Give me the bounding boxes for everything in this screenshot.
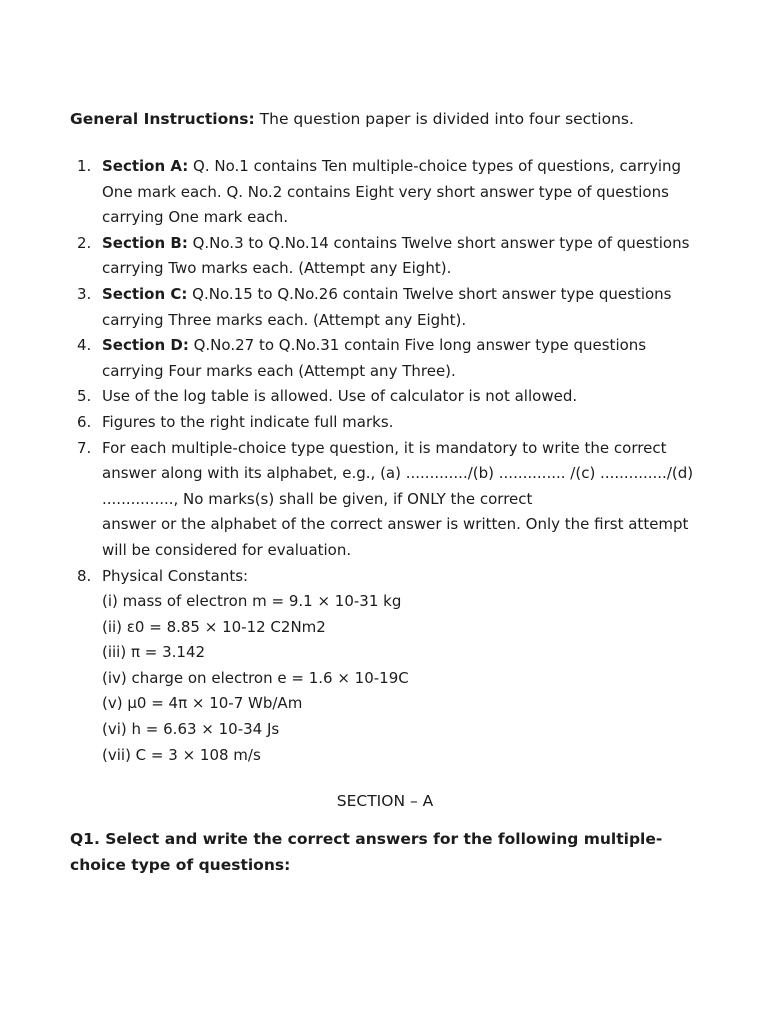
instruction-number: 8. [77,566,92,585]
instruction-number: 3. [77,284,92,303]
general-instructions-text: The question paper is divided into four sections. [254,110,634,128]
instruction-item-5 [70,384,710,410]
instruction-text: For each multiple-choice type question, it is mandatory to write the correct answer along with its alphabet, e.g., (a) ............./(b) .............. /(c) ............../(d) [102,438,694,483]
constant-planck: (vi) h = 6.63 × 10-34 Js [102,720,280,739]
instruction-item-4 [70,333,710,384]
instruction-text: Figures to the right indicate full marks. [102,412,394,431]
physical-constants-heading: Physical Constants: [102,566,249,585]
instruction-number: 2. [77,233,92,252]
instruction-number: 1. [77,157,92,175]
constant-speed-light: (vii) C = 3 × 108 m/s [102,745,261,764]
instruction-number: 7. [77,438,92,457]
instruction-text: Q.No.27 to Q.No.31 contain Five long answer type questions carrying Four marks each (Attempt any Three). [102,336,647,380]
instruction-text-line3: answer or the alphabet of the correct answer is written. Only the first attempt will be considered for evaluation. [102,515,689,559]
instruction-item-2 [70,231,710,282]
question-1: Q1. Select and write the correct answers for the following multiple-choice type of questions: [70,830,663,875]
instruction-number: 6. [77,412,92,431]
section-d-heading: Section D: [102,336,189,355]
instruction-text: Use of the log table is allowed. Use of calculator is not allowed. [102,387,578,406]
section-b-heading: Section B: [102,233,188,252]
section-c-heading: Section C: [102,284,188,303]
general-instructions [70,106,710,132]
constant-mu-zero: (v) μ0 = 4π × 10-7 Wb/Am [102,694,303,713]
instruction-text: Q.No.15 to Q.No.26 contain Twelve short answer type questions carrying Three marks each. (Attempt any Eight). [102,284,672,329]
instruction-item-8 [70,564,710,769]
constant-mass-electron: (i) mass of electron m = 9.1 × 10-31 kg [102,592,402,611]
question-paper-page [70,106,710,878]
instruction-number: 5. [77,387,92,406]
instruction-number: 4. [77,336,92,355]
constant-epsilon-zero: (ii) ε0 = 8.85 × 10-12 C2Nm2 [102,617,326,636]
constant-electron-charge: (iv) charge on electron e = 1.6 × 10-19C [102,668,409,687]
section-a-heading: Section A: [102,157,189,175]
section-a-title: SECTION – A [336,792,434,811]
instruction-item-3 [70,282,710,333]
instruction-item-6 [70,410,710,436]
general-instructions-label: General Instructions: [70,110,255,128]
instructions-list [70,154,710,768]
instruction-text: Q.No.3 to Q.No.14 contains Twelve short answer type of questions carrying Two marks each. (Attempt any Eight). [102,233,690,278]
instruction-item-7 [70,436,710,564]
instruction-item-1 [70,154,710,231]
instruction-text-line2: ..............., No marks(s) shall be given, if ONLY the correct [102,489,533,508]
instruction-text: Q. No.1 contains Ten multiple-choice types of questions, carrying One mark each. Q. No.2 contains Eight very short answer type of questions carrying One mark each. [102,157,682,227]
constant-pi: (iii) π = 3.142 [102,643,206,662]
